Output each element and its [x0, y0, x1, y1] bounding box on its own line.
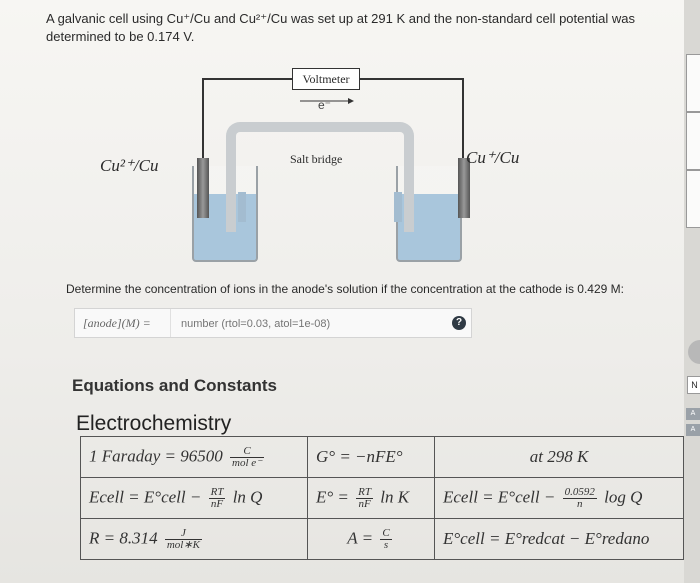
- answer-label: [anode](M) =: [75, 309, 171, 337]
- salt-bridge-label: Salt bridge: [290, 152, 343, 166]
- electrochemistry-heading: Electrochemistry: [76, 412, 232, 435]
- sidebar-box[interactable]: [686, 112, 700, 170]
- nernst-right: ln Q: [232, 486, 263, 506]
- nernst-298-left: Ecell = E°cell −: [443, 486, 556, 506]
- gas-constant-text: R = 8.314: [89, 527, 158, 547]
- log-fraction: [563, 487, 597, 510]
- sidebar-tab[interactable]: A: [686, 424, 700, 436]
- voltmeter: Voltmeter: [292, 68, 360, 90]
- question-text: Determine the concentration of ions in the anode's solution if the concentration at the cathode is 0.429 M:: [66, 282, 624, 296]
- frac-num: RT: [210, 485, 224, 498]
- e-standard-left: E° =: [316, 486, 349, 506]
- faraday-text: 1 Faraday = 96500: [89, 445, 223, 465]
- answer-row: [74, 308, 472, 338]
- nernst-cell: [81, 478, 308, 519]
- constants-table: [80, 436, 684, 560]
- gas-constant-cell: [81, 519, 308, 560]
- ampere-cell: [308, 519, 435, 560]
- frac-den: s: [383, 538, 389, 551]
- galvanic-cell-diagram: [80, 62, 600, 272]
- electron-label: e⁻: [318, 98, 332, 112]
- frac-den: nF: [358, 497, 371, 510]
- answer-input[interactable]: [179, 313, 433, 335]
- wire-right-vertical: [462, 78, 464, 160]
- salt-bridge-right-leg: [394, 192, 402, 222]
- nernst-left: Ecell = E°cell −: [89, 486, 202, 506]
- frac-num: J: [165, 528, 202, 540]
- frac-den: nF: [210, 497, 224, 510]
- cell-potential-text: E°cell = E°redcat − E°redano: [443, 529, 650, 548]
- equations-heading: Equations and Constants: [72, 376, 277, 395]
- nernst-298-cell: [435, 478, 684, 519]
- frac-num: RT: [358, 485, 371, 498]
- salt-bridge: [226, 122, 414, 232]
- faraday-unit: [230, 446, 264, 469]
- rt-nf-fraction: [209, 487, 226, 510]
- gas-constant-unit: [165, 528, 202, 551]
- table-row: [81, 478, 684, 519]
- gibbs-cell: [308, 437, 435, 478]
- frac-num: 0.0592: [564, 485, 595, 498]
- frac-den: mol e⁻: [232, 456, 262, 469]
- faraday-cell: [81, 437, 308, 478]
- sidebar-box[interactable]: [686, 54, 700, 112]
- salt-bridge-left-leg: [238, 192, 246, 222]
- help-icon[interactable]: ?: [452, 316, 466, 330]
- rt-nf-fraction: [356, 487, 373, 510]
- wire-top-left: [202, 78, 294, 80]
- problem-statement: A galvanic cell using Cu⁺/Cu and Cu²⁺/Cu was set up at 291 K and the non-standard cell potential was determined to be 0.174 V.: [46, 11, 635, 44]
- sidebar-box[interactable]: [686, 170, 700, 228]
- sidebar-tab[interactable]: A: [686, 408, 700, 420]
- frac-den: n: [576, 497, 583, 510]
- at-298-cell: [435, 437, 684, 478]
- ampere-left: A =: [347, 527, 374, 547]
- left-electrode: [197, 158, 209, 218]
- gibbs-text: G° = −nFE°: [316, 447, 403, 466]
- sidebar-n-button[interactable]: N: [687, 376, 700, 394]
- cell-potential-cell: [435, 519, 684, 560]
- table-row: [81, 519, 684, 560]
- at-298-text: at 298 K: [529, 447, 589, 466]
- nernst-298-right: log Q: [604, 486, 643, 506]
- wire-left-vertical: [202, 78, 204, 160]
- ampere-fraction: [380, 528, 391, 551]
- frac-den: mol∗K: [166, 538, 200, 551]
- table-row: [81, 437, 684, 478]
- frac-num: C: [230, 446, 264, 458]
- frac-num: C: [382, 526, 390, 539]
- wire-top-right: [358, 78, 464, 80]
- e-standard-cell: [308, 478, 435, 519]
- right-half-cell-label: Cu⁺/Cu: [466, 148, 520, 167]
- left-half-cell-label: Cu²⁺/Cu: [100, 156, 159, 175]
- e-standard-right: ln K: [380, 486, 410, 506]
